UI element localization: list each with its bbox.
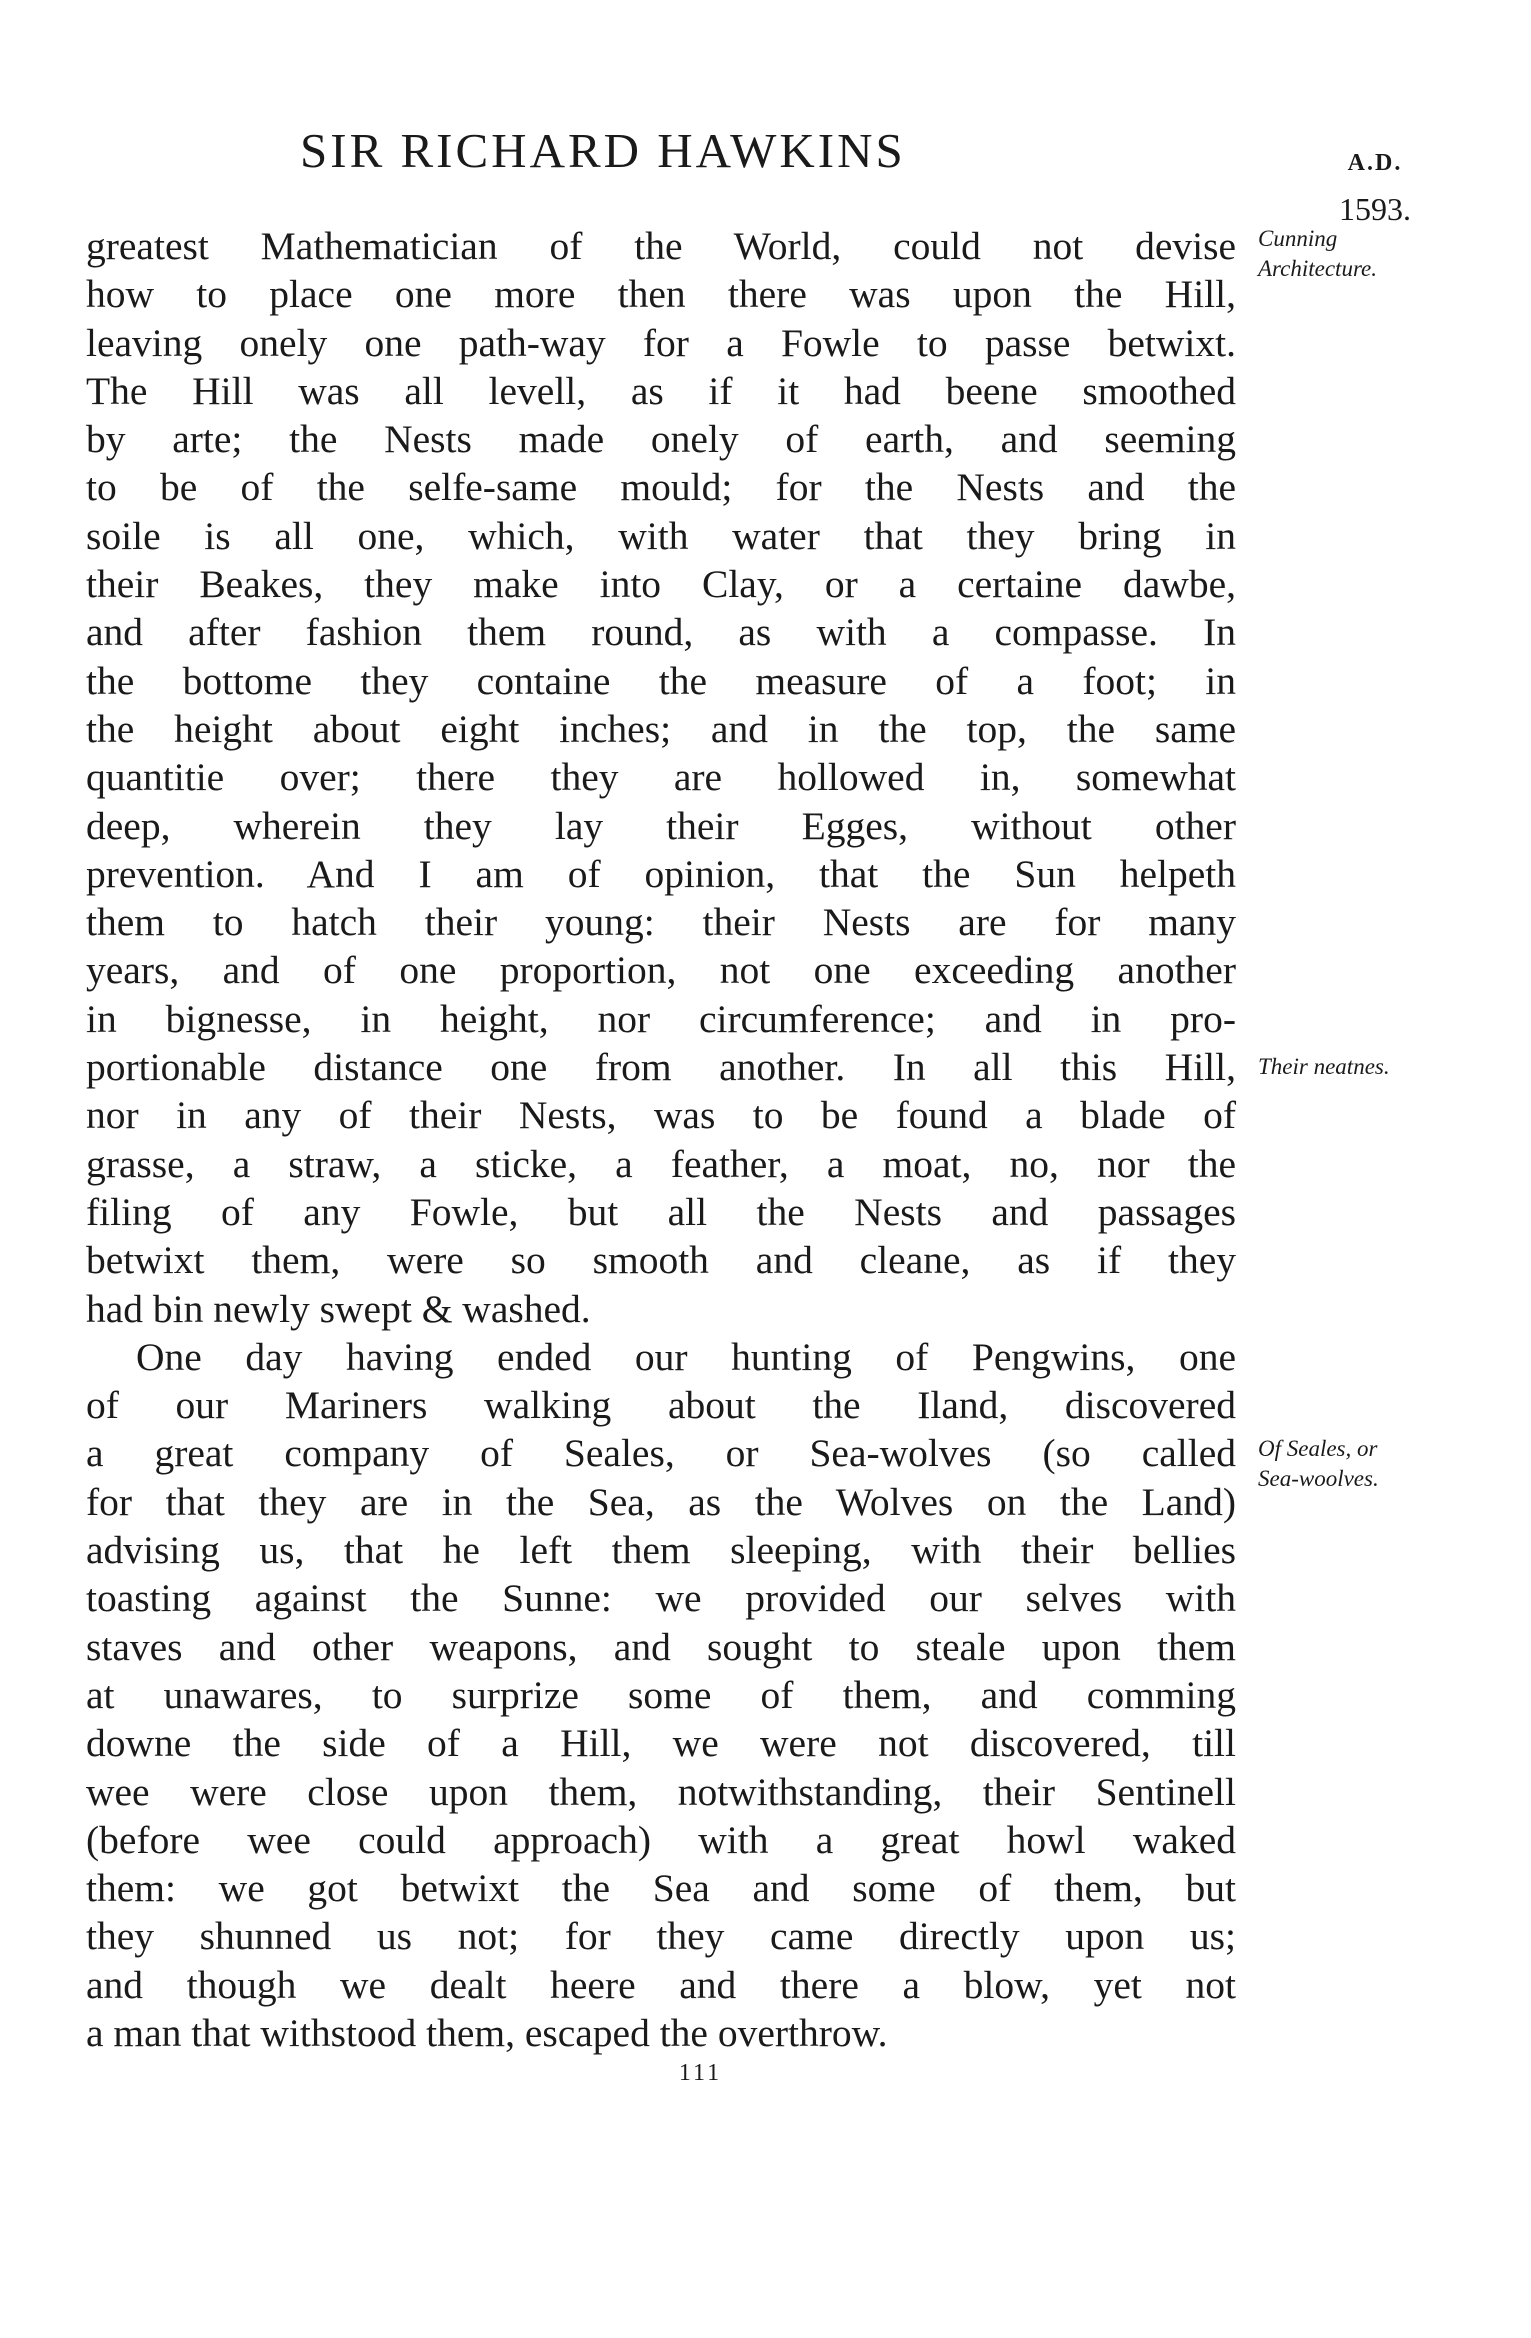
era-label: A.D.: [1347, 150, 1403, 176]
text-line: downe the side of a Hill, we were not discovered, till: [86, 1721, 1236, 1766]
sidenote-seales: [1258, 1434, 1379, 1494]
text-line: and after fashion them round, as with a compasse. In: [86, 610, 1236, 655]
text-line: toasting against the Sunne: we provided our selves with: [86, 1576, 1236, 1621]
text-line: them to hatch their young: their Nests are for many: [86, 900, 1236, 945]
text-line: soile is all one, which, with water that they bring in: [86, 513, 1236, 558]
text-line: leaving onely one path-way for a Fowle to passe betwixt.: [86, 320, 1236, 365]
text-line: of our Mariners walking about the Iland, discovered: [86, 1383, 1236, 1428]
text-line: quantitie over; there they are hollowed in, somewhat: [86, 755, 1236, 800]
text-line: years, and of one proportion, not one exceeding another: [86, 948, 1236, 993]
text-line: betwixt them, were so smooth and cleane, as if they: [86, 1238, 1236, 1283]
text-line: a man that withstood them, escaped the overthrow.: [86, 2010, 888, 2055]
sidenote-line: Cunning: [1258, 226, 1338, 251]
text-line: One day having ended our hunting of Pengwins, one: [136, 1334, 1236, 1379]
text-line: grasse, a straw, a sticke, a feather, a moat, no, nor the: [86, 1141, 1236, 1186]
text-line: for that they are in the Sea, as the Wolves on the Land): [86, 1479, 1236, 1524]
text-line: advising us, that he left them sleeping, with their bellies: [86, 1528, 1236, 1573]
sidenote-their-neatnes: [1258, 1052, 1390, 1082]
text-line: and though we dealt heere and there a blow, yet not: [86, 1962, 1236, 2007]
text-line: a great company of Seales, or Sea-wolves (so called: [86, 1431, 1236, 1476]
text-line: The Hill was all levell, as if it had beene smoothed: [86, 368, 1236, 413]
text-line: prevention. And I am of opinion, that the Sun helpeth: [86, 851, 1236, 896]
text-line: in bignesse, in height, nor circumference; and in pro-: [86, 996, 1236, 1041]
text-line: the bottome they containe the measure of a foot; in: [86, 658, 1236, 703]
text-line: greatest Mathematician of the World, could not devise: [86, 224, 1236, 268]
text-line: to be of the selfe-same mould; for the Nests and the: [86, 465, 1236, 510]
text-line: (before wee could approach) with a great howl waked: [86, 1817, 1236, 1862]
text-line: their Beakes, they make into Clay, or a certaine dawbe,: [86, 562, 1236, 607]
body-text: [86, 222, 1236, 2057]
running-head: SIR RICHARD HAWKINS: [300, 123, 906, 178]
text-line: they shunned us not; for they came directly upon us;: [86, 1914, 1236, 1959]
text-line: them: we got betwixt the Sea and some of them, but: [86, 1866, 1236, 1911]
text-line: nor in any of their Nests, was to be found a blade of: [86, 1093, 1236, 1138]
text-line: staves and other weapons, and sought to steale upon them: [86, 1624, 1236, 1669]
text-line: the height about eight inches; and in the top, the same: [86, 706, 1236, 751]
page-number: 111: [678, 2060, 723, 2086]
text-line: wee were close upon them, notwithstanding, their Sentinell: [86, 1769, 1236, 1814]
date-margin: [1300, 150, 1450, 228]
sidenote-line: Their neatnes.: [1258, 1054, 1390, 1079]
text-line: filing of any Fowle, but all the Nests and passages: [86, 1189, 1236, 1234]
text-line: portionable distance one from another. In all this Hill,: [86, 1045, 1236, 1090]
text-line: deep, wherein they lay their Egges, without other: [86, 803, 1236, 848]
sidenote-line: Sea-woolves.: [1258, 1466, 1379, 1491]
text-line: by arte; the Nests made onely of earth, and seeming: [86, 417, 1236, 462]
text-line: at unawares, to surprize some of them, and comming: [86, 1672, 1236, 1717]
sidenote-cunning-architecture: [1258, 224, 1377, 284]
text-line: had bin newly swept & washed.: [86, 1286, 591, 1331]
sidenote-line: Of Seales, or: [1258, 1436, 1378, 1461]
sidenote-line: Architecture.: [1258, 256, 1377, 281]
year-label: 1593.: [1339, 191, 1411, 227]
text-line: how to place one more then there was upon the Hill,: [86, 272, 1236, 317]
